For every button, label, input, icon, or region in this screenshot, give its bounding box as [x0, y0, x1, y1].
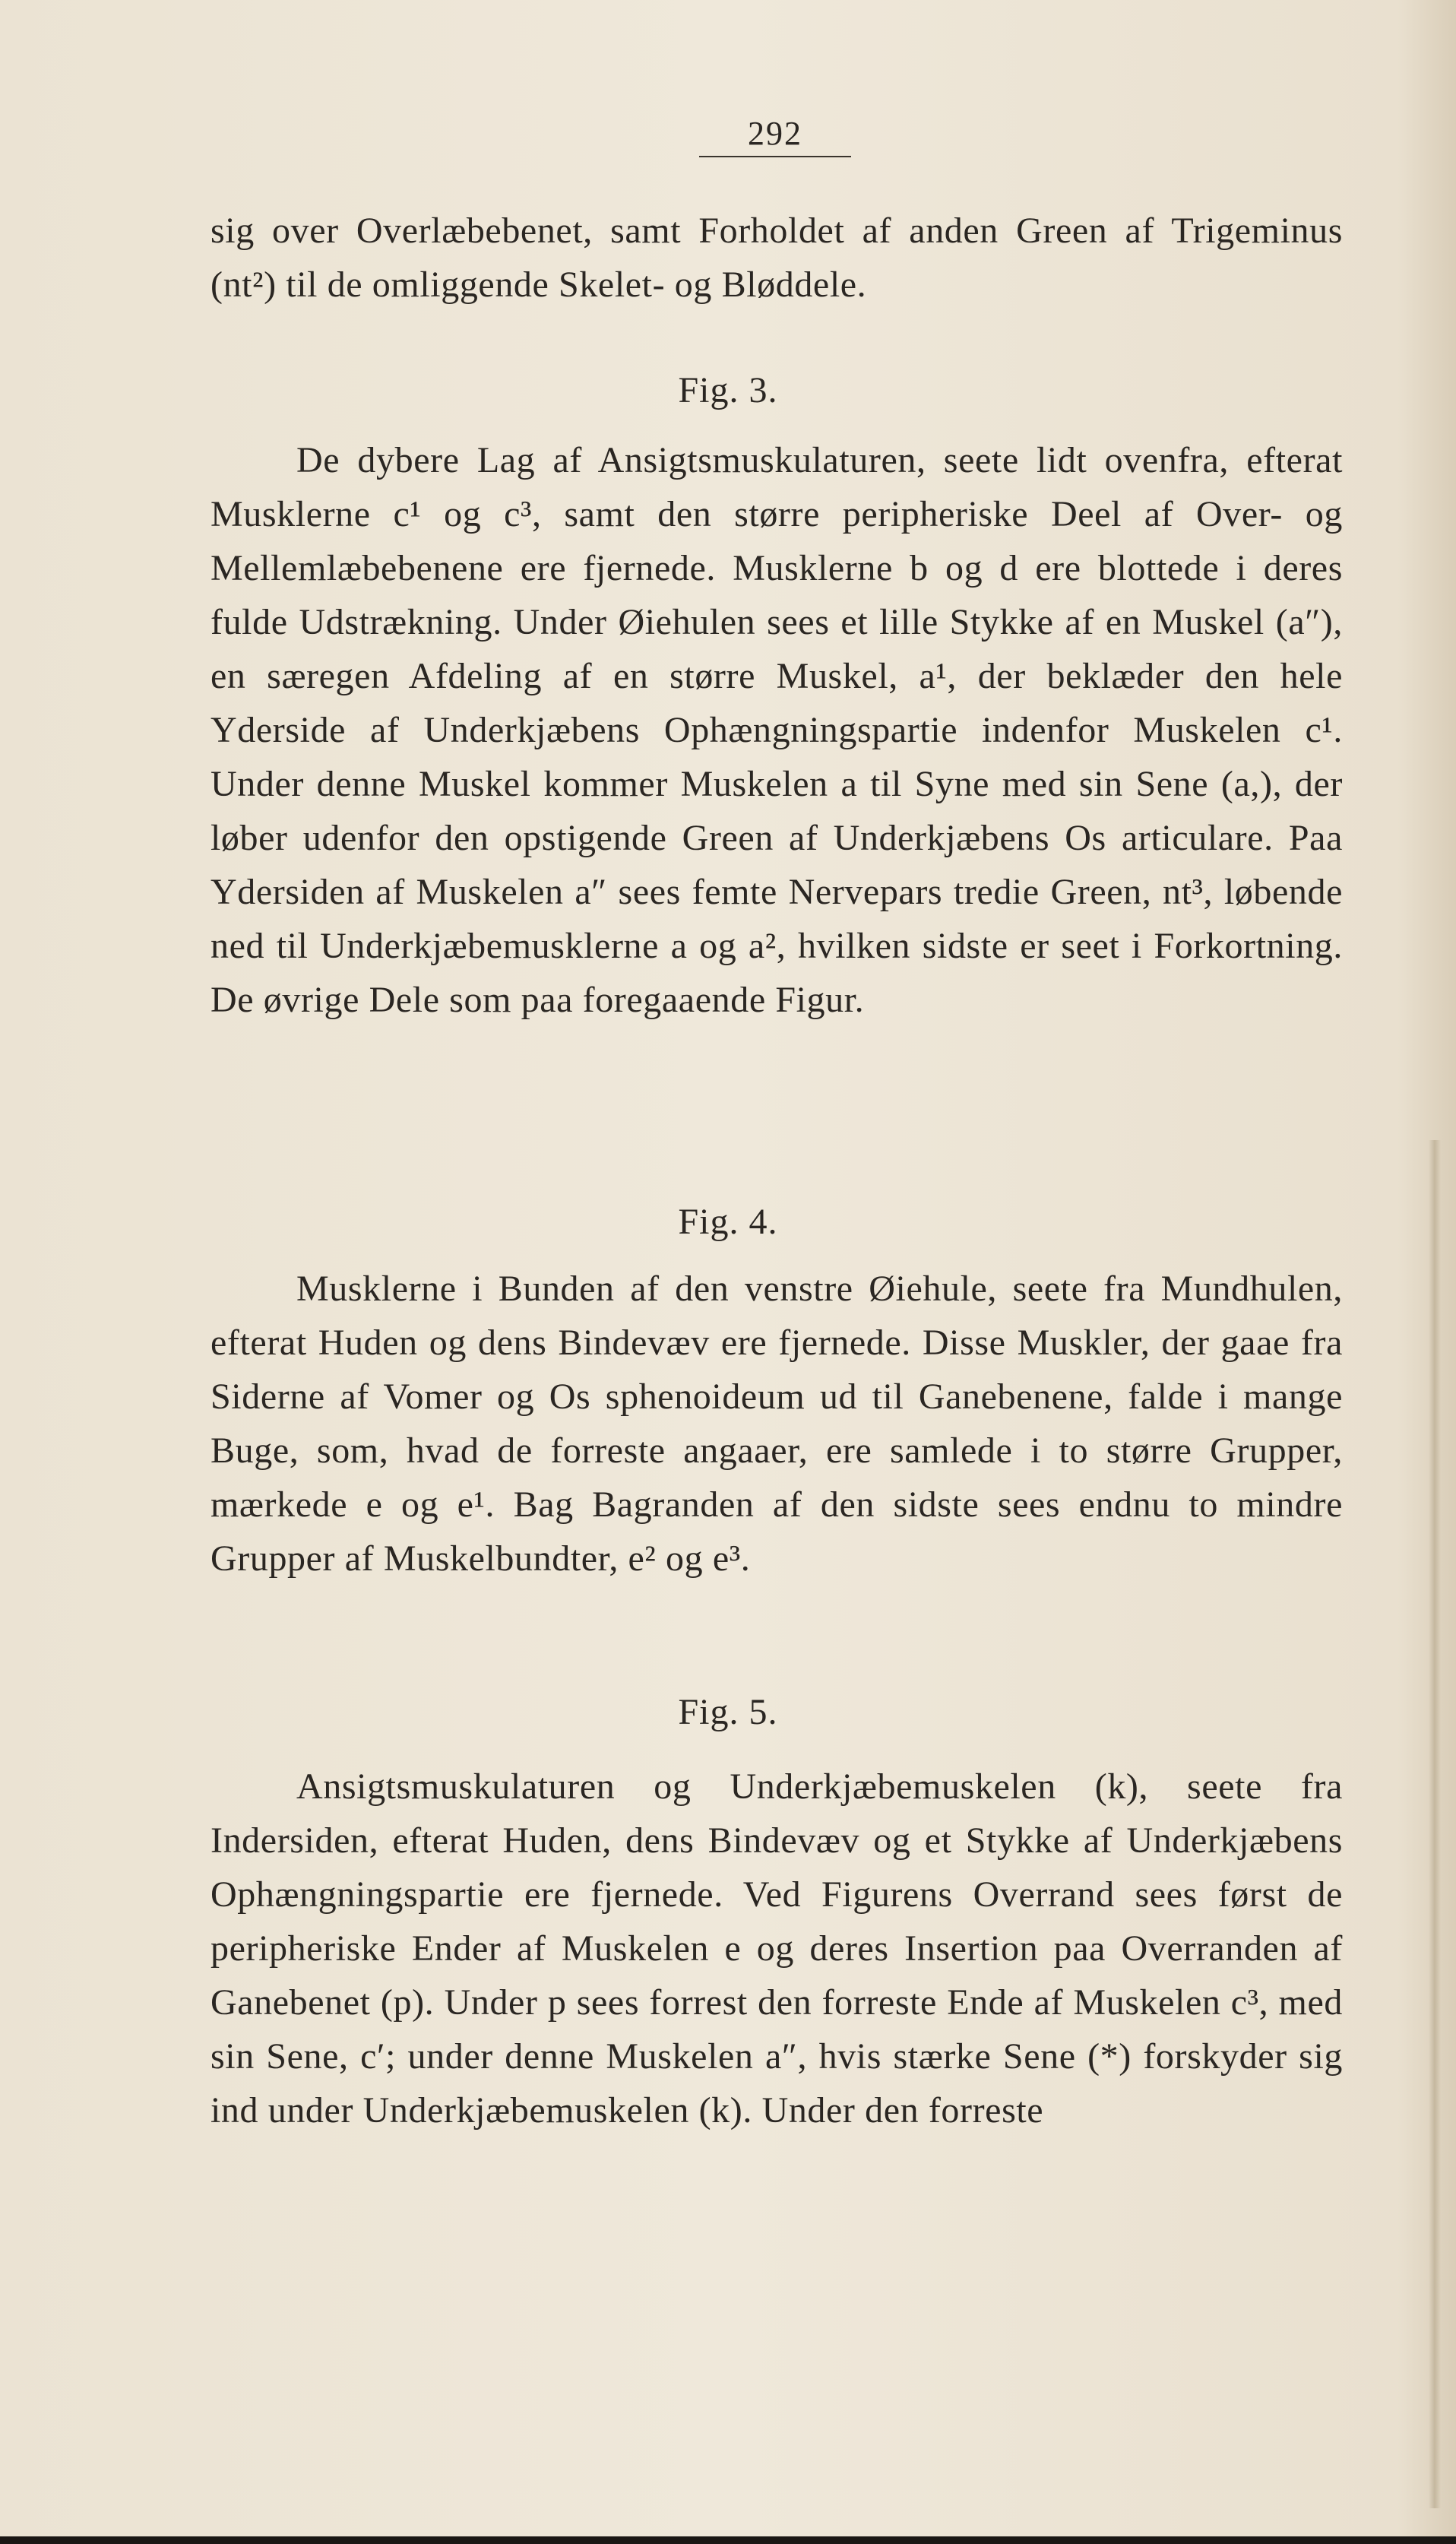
fig-4-text: Musklerne i Bunden af den venstre Øiehule, seete fra Mundhulen, efterat Huden og dens Bindevæv ere fjernede. Disse Muskler, der gaae fra Siderne af Vomer og Os sphenoideum ud til Ganebenene, falde i mange Buge, som, hvad de forreste angaaer, ere samlede i to større Grupper, mærkede e og e¹. Bag Bagranden af den sidste sees endnu to mindre Grupper af Muskelbundter, e² og e³.	[210, 1269, 1343, 1579]
intro-paragraph	[210, 204, 1343, 312]
fig-5-paragraph	[210, 1760, 1343, 2137]
fig-4-paragraph	[210, 1262, 1343, 1586]
fig-3-text: De dybere Lag af Ansigtsmuskulaturen, seete lidt ovenfra, efterat Musklerne c¹ og c³, samt den større peripheriske Deel af Over- og Mellemlæbebenene ere fjernede. Musklerne b og d ere blottede i deres fulde Udstrækning. Under Øiehulen sees et lille Stykke af en Muskel (a″), en særegen Afdeling af en større Muskel, a¹, der beklæder den hele Yderside af Underkjæbens Ophængningspartie indenfor Muskelen c¹. Under denne Muskel kommer Muskelen a til Syne med sin Sene (a,), der løber udenfor den opstigende Green af Underkjæbens Os articulare. Paa Ydersiden af Muskelen a″ sees femte Nervepars tredie Green, nt³, løbende ned til Underkjæbemusklerne a og a², hvilken sidste er seet i Forkortning. De øvrige Dele som paa foregaaende Figur.	[210, 440, 1343, 1020]
fig-4-heading: Fig. 4.	[678, 1202, 778, 1242]
page-edge-shading	[1429, 1140, 1441, 2508]
page-number: 292	[748, 115, 802, 152]
fig-3-paragraph	[210, 433, 1343, 1027]
fig-5-text: Ansigtsmuskulaturen og Underkjæbemuskelen (k), seete fra Indersiden, efterat Huden, dens Bindevæv og et Stykke af Underkjæbens Ophængningspartie ere fjernede. Ved Figurens Overrand sees først de peripheriske Ender af Muskelen e og deres Insertion paa Overranden af Ganebenet (p). Under p sees forrest den forreste Ende af Muskelen c³, med sin Sene, c′; under denne Muskelen a″, hvis stærke Sene (*) forskyder sig ind under Underkjæbemuskelen (k). Under den forreste	[210, 1766, 1343, 2131]
bottom-edge-rule	[0, 2536, 1456, 2544]
intro-text: sig over Overlæbebenet, samt Forholdet af anden Green af Trigeminus (nt²) til de omliggende Skelet- og Bløddele.	[210, 211, 1343, 305]
fig-3-heading: Fig. 3.	[678, 370, 778, 410]
page-number-rule	[699, 156, 851, 157]
fig-5-heading: Fig. 5.	[678, 1692, 778, 1732]
